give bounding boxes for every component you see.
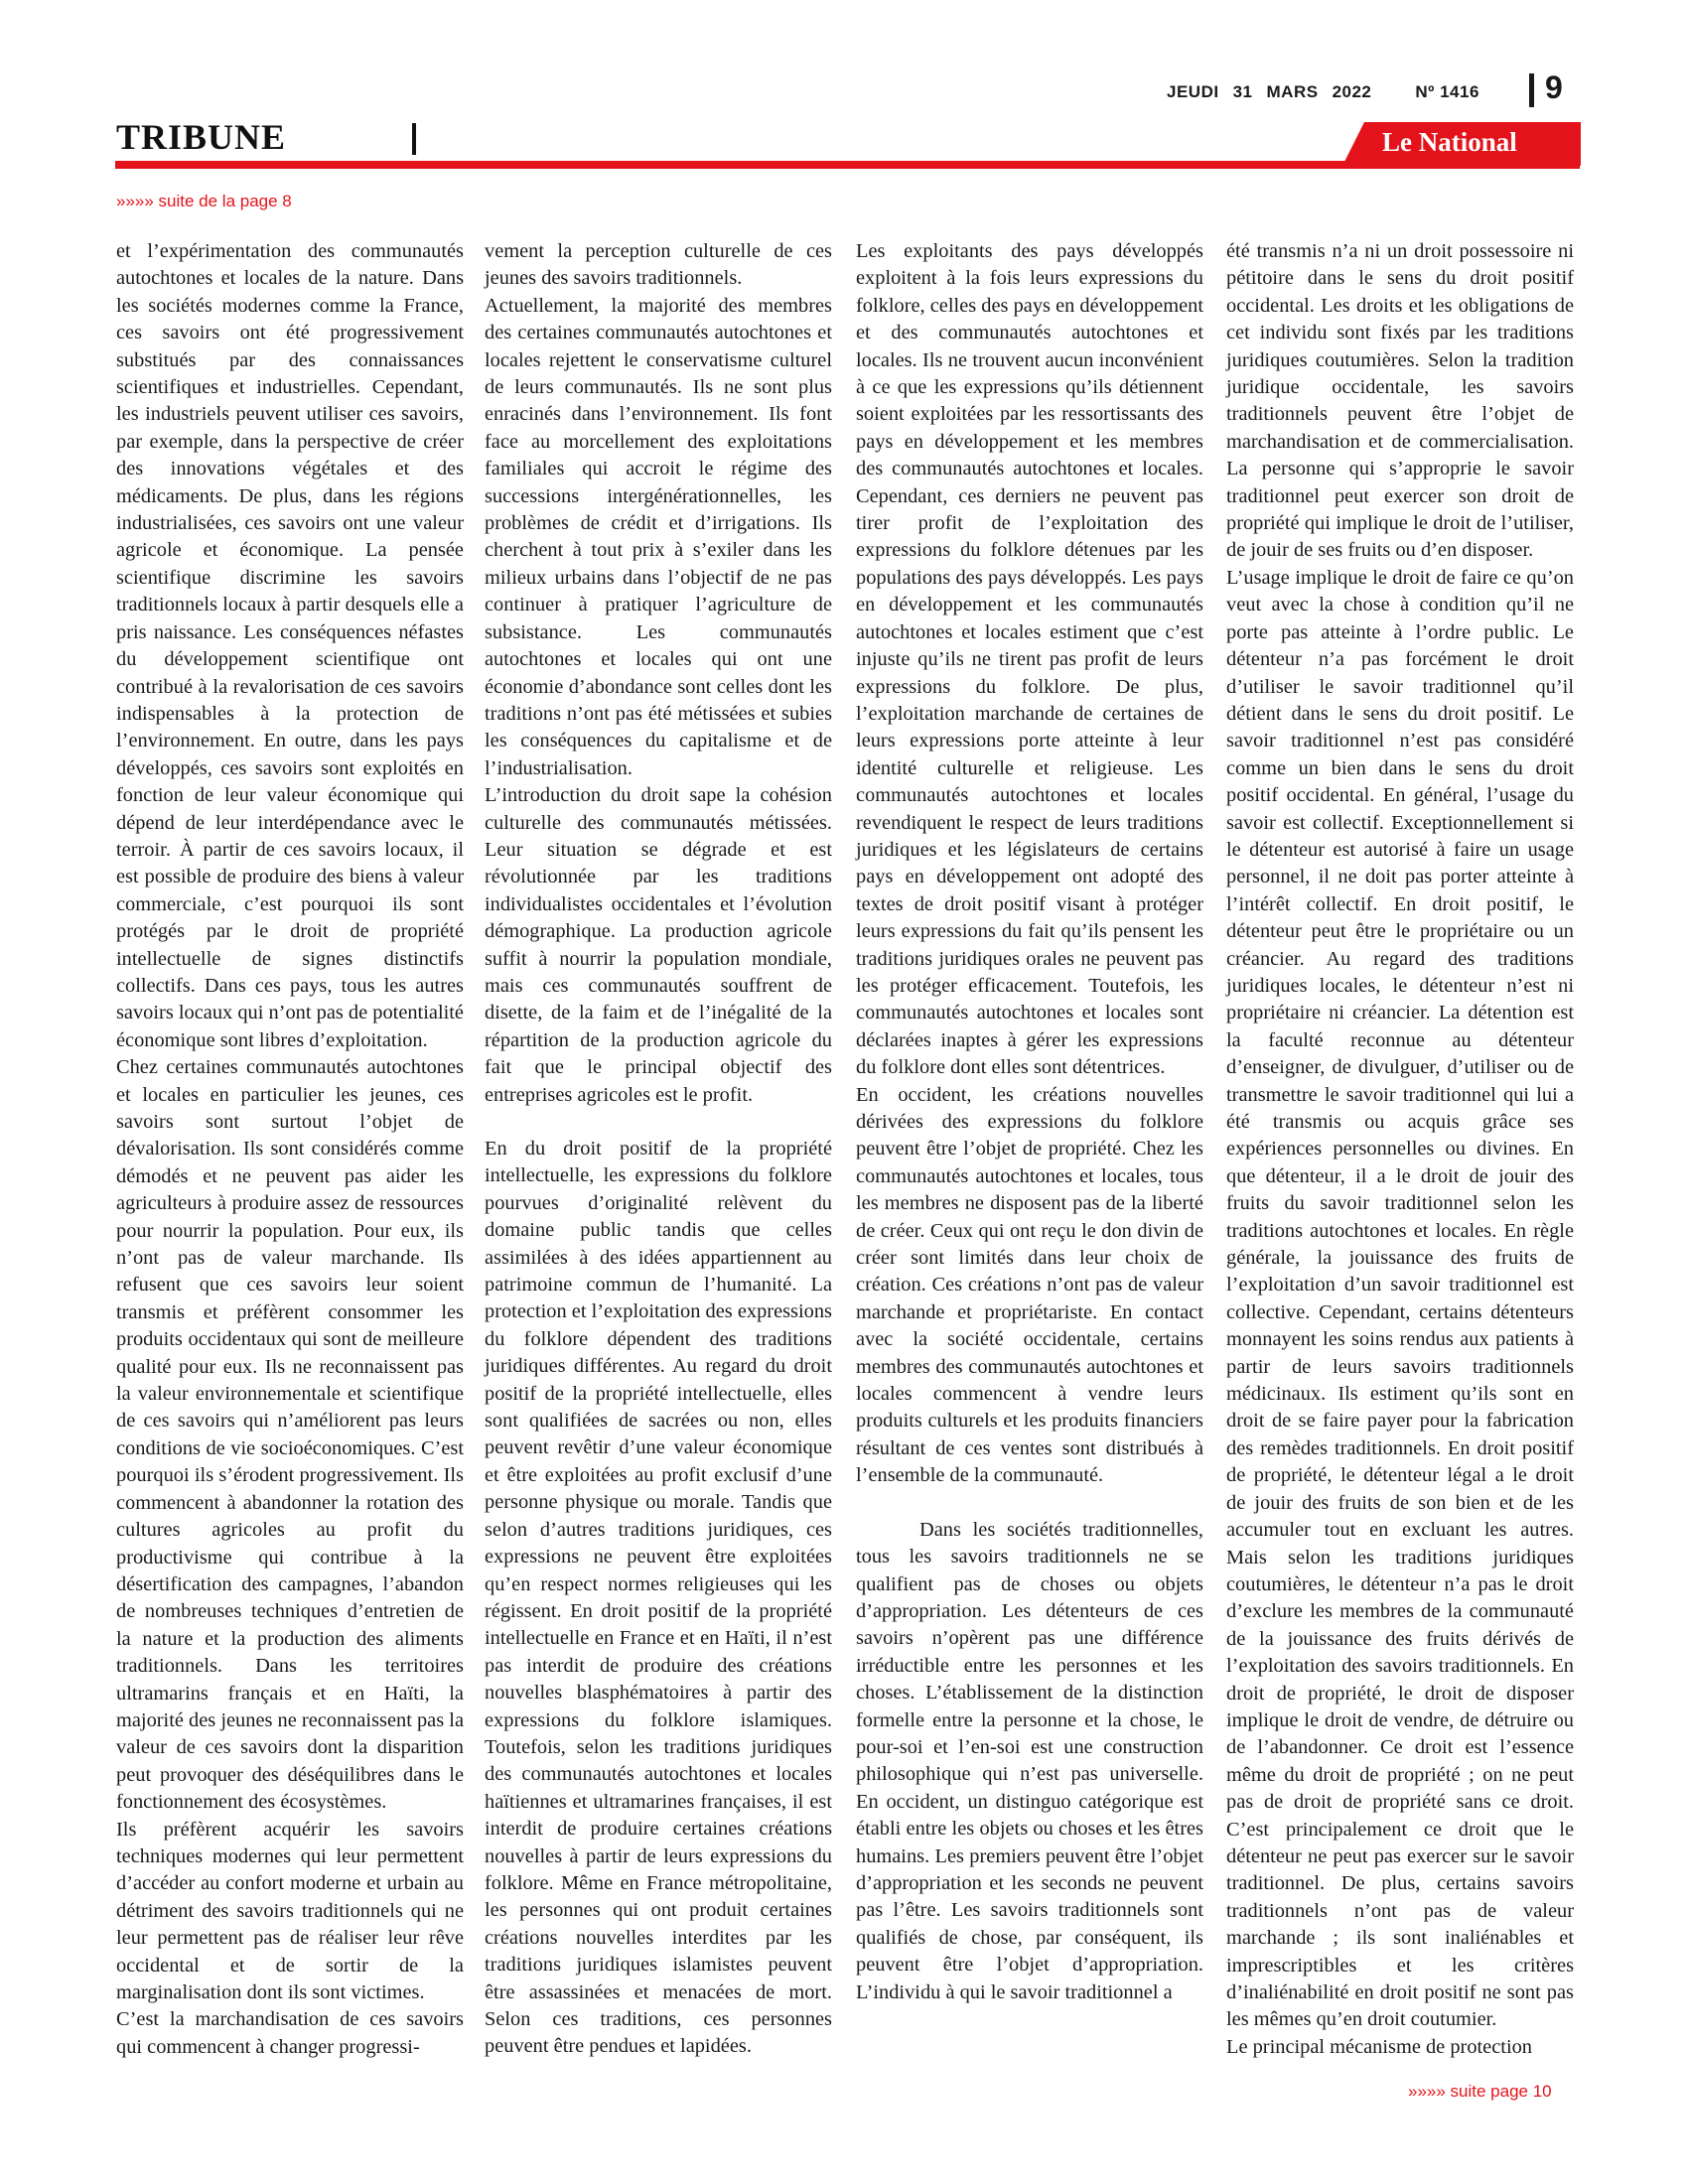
paragraph: Ils préfèrent acquérir les savoirs techniques modernes qui leur permettent d’accéder au confort moderne et urbain au détriment des savoirs traditionnels qui ne leur permettent pas de réaliser leur rêve occidental et de sortir de la marginalisation dont ils sont victimes. <box>116 1818 464 2003</box>
paragraph: été transmis n’a ni un droit possessoire ni pétitoire dans le sens du droit positif occidental. Les droits et les obligations de cet individu sont fixés par les traditions juridiques coutumières. Selon la tradition juridique occidentale, les savoirs traditionnels peuvent être l’objet de marchandisation et de commercialisation. La personne qui s’approprie le savoir traditionnel peut exercer son droit de propriété qui implique le droit de l’utiliser, de jouir de ses fruits ou d’en disposer. <box>1226 240 1574 562</box>
article-column-1 <box>116 238 464 2061</box>
date-day: JEUDI <box>1167 82 1219 101</box>
issue-date <box>1167 82 1493 102</box>
section-title: TRIBUNE <box>116 117 287 157</box>
paragraph: vement la perception culturelle de ces jeunes des savoirs traditionnels. <box>485 240 832 290</box>
date-number: 31 <box>1232 82 1253 101</box>
paragraph: En du droit positif de la propriété intellectuelle, les expressions du folklore pourvues d’originalité relèvent du domaine public tandis que celles assimilées à des idées appartiennent au patrimoine commun de l’humanité. La protection et l’exploitation des expressions du folklore dépendent des traditions juridiques différentes. Au regard du droit positif de la propriété intellectuelle, elles sont qualifiées de sacrées ou non, elles peuvent revêtir d’une valeur économique et être exploitées au profit exclusif d’une personne physique ou morale. Tandis que selon d’autres traditions juridiques, ces expressions ne peuvent être exploitées qu’en respect normes religieuses qui les régissent. En droit positif de la propriété intellectuelle en France et en Haïti, il n’est pas interdit de produire des créations nouvelles blasphématoires à partir des expressions du folklore islamiques. Toutefois, selon les traditions juridiques des communautés autochtones et locales haïtiennes et ultramarines françaises, il est interdit de produire certaines créations nouvelles à partir de leurs expressions du folklore. Même en France métropolitaine, les personnes qui ont produit certaines créations nouvelles interdites par les traditions juridiques islamistes peuvent être assassinées et menacées de mort. Selon ces traditions, ces personnes peuvent être pendues et lapidées. <box>485 1138 832 2058</box>
continued-from-link[interactable]: »»»» suite de la page 8 <box>116 192 292 210</box>
paragraph: Chez certaines communautés autochtones et locales en particulier les jeunes, ces savoirs sont surtout l’objet de dévalorisation. Ils sont considérés comme démodés et ne peuvent pas aider les agriculteurs à produire assez de ressources pour nourrir la population. Pour eux, ils n’ont pas de valeur marchande. Ils refusent que ces savoirs leur soient transmis et préfèrent consommer les produits occidentaux qui sont de meilleure qualité pour eux. Ils ne reconnaissent pas la valeur environnementale et scientifique de ces savoirs qui n’améliorent pas leurs conditions de vie socioéconomiques. C’est pourquoi ils s’érodent progressivement. Ils commencent à abandonner la rotation des cultures agricoles au profit du productivisme qui contribue à la désertification des campagnes, l’abandon de nombreuses techniques d’entretien de la nature et la production des aliments traditionnels. Dans les territoires ultramarins français et en Haïti, la majorité des jeunes ne reconnaissent pas la valeur de ces savoirs dont la disparition peut provoquer des déséquilibres dans le fonctionnement des écosystèmes. <box>116 1056 464 1814</box>
paragraph: Les exploitants des pays développés exploitent à la fois leurs expressions du folklore, celles des pays en développement et des communautés autochtones et locales. Ils ne trouvent aucun inconvénient à ce que les expressions qu’ils détiennent soient exploitées par les ressortissants des pays en développement et les membres des communautés autochtones et locales. Cependant, ces derniers ne peuvent pas tirer profit de l’exploitation des expressions du folklore détenues par les populations des pays développés. Les pays en développement et les communautés autochtones et locales estiment que c’est injuste qu’ils ne tirent pas profit de leurs expressions du folklore. De plus, l’exploitation marchande de certaines de leurs expressions porte atteinte à leur identité culturelle et religieuse. Les communautés autochtones et locales revendiquent le respect de leurs traditions juridiques et les législateurs de certains pays en développement ont adopté des textes de droit positif visant à protéger leurs expressions du fait qu’ils pensent les traditions juridiques orales ne peuvent pas les protéger efficacement. Toutefois, les communautés autochtones et locales sont déclarées inaptes à gérer les expressions du folklore dont elles sont détentrices. <box>856 240 1203 1079</box>
continued-to-link[interactable]: »»»» suite page 10 <box>1408 2082 1552 2101</box>
issue-number: Nº 1416 <box>1415 82 1479 101</box>
article-column-3 <box>856 238 1203 2006</box>
section-title-divider <box>412 123 416 155</box>
paragraph: Dans les sociétés traditionnelles, tous les savoirs traditionnels ne se qualifient pas de choses ou objets d’appropriation. Les détenteurs de ces savoirs n’opèrent pas une différence irréductible entre les personnes et les choses. L’établissement de la distinction formelle entre la personne et la chose, le pour-soi et l’en-soi est une construction philosophique qui n’est pas universelle. En occident, un distinguo catégorique est établi entre les objets ou choses et les êtres humains. Les premiers peuvent être l’objet d’appropriation et les seconds ne peuvent pas l’être. Les savoirs traditionnels sont qualifiés de chose, par conséquent, ils peuvent être l’objet d’appropriation. L’individu à qui le savoir traditionnel a <box>856 1518 1203 2003</box>
paragraph: L’introduction du droit sape la cohésion culturelle des communautés métissées. Leur situation se dégrade et est révolutionnée par les traditions individualistes occidentales et l’évolution démographique. La production agricole suffit à nourrir la population mondiale, mais ces communautés souffrent de disette, de la faim et de l’inégalité de la répartition de la production agricole du fait que le principal objectif des entreprises agricoles est le profit. <box>485 784 832 1106</box>
date-year: 2022 <box>1332 82 1372 101</box>
article-column-4 <box>1226 238 1574 2061</box>
page-number-divider <box>1529 73 1534 107</box>
paragraph: Actuellement, la majorité des membres des certaines communautés autochtones et locales rejettent le conservatisme culturel de leurs communautés. Ils ne sont plus enracinés dans l’environnement. Ils font face au morcellement des exploitations familiales qui accroit le régime des successions intergénérationnelles, les problèmes de crédit et d’irrigations. Ils cherchent à tout prix à s’exiler dans les milieux urbains dans l’objectif de ne pas continuer à pratiquer l’agriculture de subsistance. Les communautés autochtones et locales qui ont une économie d’abondance sont celles dont les traditions n’ont pas été métissées et subies les conséquences du capitalisme et de l’industrialisation. <box>485 294 832 779</box>
page-number: 9 <box>1545 69 1563 105</box>
publication-name: Le National <box>1382 127 1517 157</box>
article-column-2 <box>485 238 832 2061</box>
paragraph: Le principal mécanisme de protection <box>1226 2035 1533 2058</box>
paragraph: C’est la marchandisation de ces savoirs qui commencent à changer progressi- <box>116 2008 464 2058</box>
date-month: MARS <box>1266 82 1319 101</box>
paragraph: et l’expérimentation des communautés autochtones et locales de la nature. Dans les sociétés modernes comme la France, ces savoirs ont été progressivement substitués par des connaissances scientifiques et industrielles. Cependant, les industriels peuvent utiliser ces savoirs, par exemple, dans la perspective de créer des innovations végétales et des médicaments. De plus, dans les régions industrialisées, ces savoirs ont une valeur agricole et économique. La pensée scientifique discrimine les savoirs traditionnels locaux à partir desquels elle a pris naissance. Les conséquences néfastes du développement scientifique ont contribué à la revalorisation de ces savoirs indispensables à la protection de l’environnement. En outre, dans les pays développés, ces savoirs sont exploités en fonction de leur valeur économique qui dépend de leur interdépendance avec le terroir. À partir de ces savoirs locaux, il est possible de produire des biens à valeur commerciale, c’est pourquoi ils sont protégés par le droit de propriété intellectuelle de signes distinctifs collectifs. Dans ces pays, tous les autres savoirs locaux qui n’ont pas de potentialité économique sont libres d’exploitation. <box>116 240 464 1051</box>
paragraph: L’usage implique le droit de faire ce qu’on veut avec la chose à condition qu’il ne porte pas atteinte à l’ordre public. Le détenteur n’a pas forcément le droit d’utiliser le savoir traditionnel qu’il détient dans le sens du droit positif. Le savoir traditionnel n’est pas considéré comme un bien dans le sens du droit positif occidental. En général, l’usage du savoir est collectif. Exceptionnellement si le détenteur est autorisé à faire un usage personnel, il ne doit pas porter atteinte à l’intérêt collectif. En droit positif, le détenteur peut être le propriétaire ou un créancier. Au regard des traditions juridiques locales, le détenteur n’est ni propriétaire ni créancier. La détention est la faculté reconnue au détenteur d’enseigner, de divulguer, d’utiliser ou de transmettre le savoir traditionnel qui lui a été transmis ou acquis grâce ses expériences personnelles ou divines. En que détenteur, il a le droit de jouir des fruits du savoir traditionnel selon les traditions autochtones et locales. En règle générale, la jouissance des fruits de l’exploitation d’un savoir traditionnel est collective. Cependant, certains détenteurs monnayent les soins rendus aux patients à partir de leurs savoirs traditionnels médicinaux. Ils estiment qu’ils sont en droit de se faire payer pour la fabrication des remèdes traditionnels. En droit positif de propriété, le détenteur légal a le droit de jouir des fruits de son bien et de les accumuler tout en excluant les autres. Mais selon les traditions juridiques coutumières, le détenteur n’a pas le droit d’exclure les membres de la communauté de la jouissance des fruits dérivés de l’exploitation des savoirs traditionnels. En droit de propriété, le droit de disposer implique le droit de vendre, de détruire ou de l’abandonner. Ce droit est l’essence même du droit de propriété ; on ne peut pas de droit de propriété sans ce droit. C’est principalement ce droit que le détenteur ne peut pas exercer sur le savoir traditionnel. De plus, certains savoirs traditionnels n’ont pas de valeur marchande ; ils sont inaliénables et imprescriptibles et les critères d’inaliénabilité en droit positif ne sont pas les mêmes qu’en droit coutumier. <box>1226 566 1574 2031</box>
paragraph: En occident, les créations nouvelles dérivées des expressions du folklore peuvent être l’objet de propriété. Chez les communautés autochtones et locales, tous les membres ne disposent pas de la liberté de créer. Ceux qui ont reçu le don divin de créer sont limités dans leur choix de création. Ces créations n’ont pas de valeur marchande et propriétariste. En contact avec la société occidentale, certains membres des communautés autochtones et locales commencent à vendre leurs produits culturels et les produits financiers résultant de ces ventes sont distribués à l’ensemble de la communauté. <box>856 1083 1203 1487</box>
